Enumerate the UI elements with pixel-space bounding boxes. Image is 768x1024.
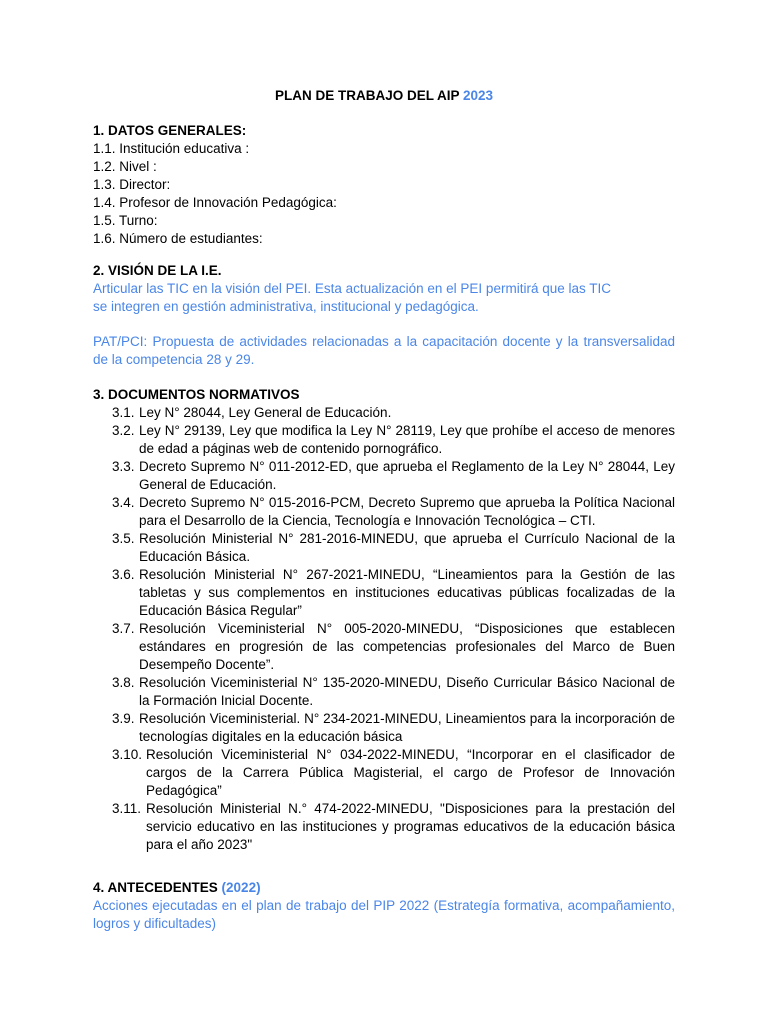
- section-heading: [93, 879, 675, 897]
- section-heading: 1. DATOS GENERALES:: [93, 123, 247, 138]
- list-item: [93, 494, 675, 530]
- item-text: Resolución Ministerial N.° 474-2022-MINEDU, "Disposiciones para la prestación del servicio educativo en las instituciones y programas educativos de la educación básica para el año 2023": [146, 801, 675, 852]
- list-item: [93, 404, 675, 422]
- antecedentes-paragraph: Acciones ejecutadas en el plan de trabajo del PIP 2022 (Estrategía formativa, acompañamiento, logros y dificultades): [93, 898, 675, 931]
- list-item: [93, 674, 675, 710]
- vision-line-2: se integren en gestión administrativa, institucional y pedagógica.: [93, 299, 479, 314]
- item-text: Resolución Ministerial N° 281-2016-MINEDU, que aprueba el Currículo Nacional de la Educación Básica.: [139, 531, 675, 564]
- list-item: [93, 710, 675, 746]
- item-number: 3.1.: [112, 405, 135, 420]
- item-number: 3.7.: [112, 621, 135, 636]
- title-year: 2023: [463, 88, 494, 103]
- item-text: Ley N° 29139, Ley que modifica la Ley N° 28119, Ley que prohíbe el acceso de menores de edad a páginas web de contenido pornográfico.: [139, 423, 675, 456]
- item-text: Resolución Viceministerial N° 034-2022-MINEDU, “Incorporar en el clasificador de cargos de la Carrera Pública Magisterial, el cargo de Profesor de Innovación Pedagógica”: [146, 747, 675, 798]
- item-number: 3.3.: [112, 459, 135, 474]
- list-item: [93, 620, 675, 674]
- field-institucion: 1.1. Institución educativa :: [93, 141, 250, 156]
- section-heading: 2. VISIÓN DE LA I.E.: [93, 263, 222, 278]
- section-vision: [93, 262, 675, 316]
- section-heading: 3. DOCUMENTOS NORMATIVOS: [93, 387, 300, 402]
- section-documentos-normativos: [93, 386, 675, 854]
- item-text: Ley N° 28044, Ley General de Educación.: [139, 405, 392, 420]
- section-datos-generales: [93, 122, 675, 248]
- item-number: 3.5.: [112, 531, 135, 546]
- field-estudiantes: 1.6. Número de estudiantes:: [93, 231, 263, 246]
- field-nivel: 1.2. Nivel :: [93, 159, 157, 174]
- item-number: 3.10.: [112, 747, 143, 762]
- pat-pci-paragraph: PAT/PCI: Propuesta de actividades relacionadas a la capacitación docente y la transversalidad de la competencia 28 y 29.: [93, 334, 675, 367]
- item-number: 3.11.: [112, 801, 142, 816]
- list-item: [93, 458, 675, 494]
- vision-line-1: Articular las TIC en la visión del PEI. Esta actualización en el PEI permitirá que las TIC: [93, 281, 611, 296]
- item-text: Resolución Viceministerial N° 135-2020-MINEDU, Diseño Curricular Básico Nacional de la Formación Inicial Docente.: [139, 675, 675, 708]
- page-title: [0, 87, 768, 105]
- item-text: Decreto Supremo N° 015-2016-PCM, Decreto Supremo que aprueba la Política Nacional para el Desarrollo de la Ciencia, Tecnología e Innovación Tecnológica – CTI.: [139, 495, 675, 528]
- item-text: Resolución Viceministerial N° 005-2020-MINEDU, “Disposiciones que establecen estándares en progresión de las competencias profesionales del Marco de Buen Desempeño Docente”.: [139, 621, 675, 672]
- field-director: 1.3. Director:: [93, 177, 171, 192]
- heading-year: (2022): [221, 880, 261, 895]
- item-number: 3.4.: [112, 495, 135, 510]
- item-text: Resolución Ministerial N° 267-2021-MINEDU, “Lineamientos para la Gestión de las tabletas y sus complementos en instituciones educativas públicas focalizadas de la Educación Básica Regular”: [139, 567, 675, 618]
- normative-list: [93, 404, 675, 854]
- heading-text: 4. ANTECEDENTES: [93, 880, 218, 895]
- title-main: PLAN DE TRABAJO DEL AIP: [274, 88, 460, 103]
- list-item: [93, 746, 675, 800]
- list-item: [93, 530, 675, 566]
- item-text: Decreto Supremo N° 011-2012-ED, que aprueba el Reglamento de la Ley N° 28044, Ley General de Educación.: [139, 459, 675, 492]
- item-number: 3.6.: [112, 567, 135, 582]
- field-turno: 1.5. Turno:: [93, 213, 158, 228]
- item-text: Resolución Viceministerial. N° 234-2021-MINEDU, Lineamientos para la incorporación de tecnologías digitales en la educación básica: [139, 711, 675, 744]
- field-profesor: 1.4. Profesor de Innovación Pedagógica:: [93, 195, 337, 210]
- list-item: [93, 422, 675, 458]
- item-number: 3.9.: [112, 711, 135, 726]
- list-item: [93, 566, 675, 620]
- item-number: 3.8.: [112, 675, 135, 690]
- list-item: [93, 800, 675, 854]
- section-antecedentes: [93, 879, 675, 933]
- item-number: 3.2.: [112, 423, 135, 438]
